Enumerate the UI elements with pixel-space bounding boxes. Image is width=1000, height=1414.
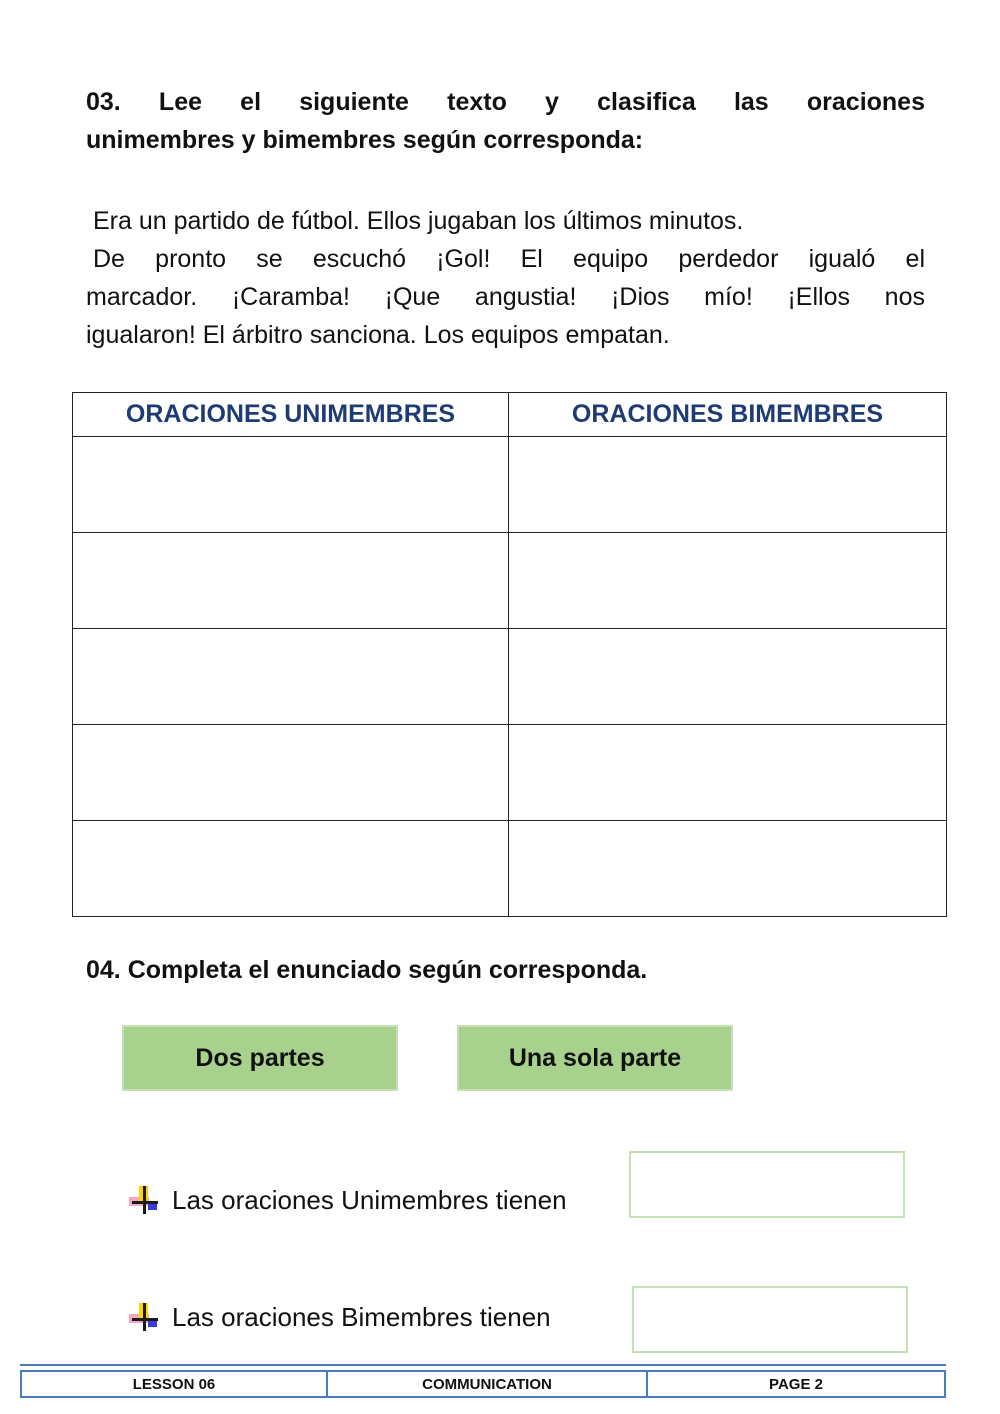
table-row (73, 821, 947, 917)
unimembre-answer-input[interactable] (73, 725, 508, 820)
option-dos-partes[interactable]: Dos partes (122, 1025, 398, 1091)
unimembre-cell[interactable] (73, 533, 509, 629)
bimembre-cell[interactable] (509, 437, 947, 533)
passage-line-4: igualaron! El árbitro sanciona. Los equipos empatan. (86, 321, 670, 349)
statement-unimembres (128, 1180, 567, 1220)
unimembre-cell[interactable] (73, 821, 509, 917)
passage-line-3: marcador. ¡Caramba! ¡Que angustia! ¡Dios mío! ¡Ellos nos (86, 283, 925, 311)
unimembre-answer-input[interactable] (73, 533, 508, 628)
bimembre-cell[interactable] (509, 725, 947, 821)
header-bimembres: ORACIONES BIMEMBRES (509, 393, 947, 437)
question-3-title (86, 83, 925, 159)
unimembre-cell[interactable] (73, 437, 509, 533)
question-3-title-line-1: 03. Lee el siguiente texto y clasifica las oraciones (86, 88, 925, 116)
bimembre-answer-input[interactable] (509, 725, 946, 820)
table-header-row (73, 393, 947, 437)
reading-passage (86, 202, 925, 354)
bimembre-answer-input[interactable] (509, 821, 946, 916)
table-row (73, 533, 947, 629)
unimembre-cell[interactable] (73, 629, 509, 725)
answer-drop-unimembres[interactable] (629, 1151, 905, 1218)
bimembre-answer-input[interactable] (509, 629, 946, 724)
passage-line-1: Era un partido de fútbol. Ellos jugaban los últimos minutos. (93, 207, 744, 235)
bimembre-answer-input[interactable] (509, 533, 946, 628)
table-row (73, 437, 947, 533)
table-row (73, 629, 947, 725)
bullet-cross-icon (128, 1301, 160, 1333)
table-row (73, 725, 947, 821)
unimembre-cell[interactable] (73, 725, 509, 821)
bimembre-cell[interactable] (509, 629, 947, 725)
statement-bimembres-text: Las oraciones Bimembres tienen (172, 1301, 551, 1332)
statement-unimembres-text: Las oraciones Unimembres tienen (172, 1184, 567, 1215)
page-footer (20, 1370, 946, 1398)
question-3-title-line-2: unimembres y bimembres según corresponda: (86, 126, 644, 154)
question-4-title: 04. Completa el enunciado según corresponda. (86, 956, 648, 984)
footer-page-number: PAGE 2 (646, 1372, 944, 1396)
footer-divider (20, 1364, 946, 1366)
classification-table (72, 392, 947, 917)
footer-subject: COMMUNICATION (326, 1372, 646, 1396)
option-una-sola-parte[interactable]: Una sola parte (457, 1025, 733, 1091)
statement-bimembres (128, 1297, 551, 1337)
bimembre-answer-input[interactable] (509, 437, 946, 532)
footer-lesson: LESSON 06 (132, 1375, 216, 1393)
unimembre-answer-input[interactable] (73, 821, 508, 916)
header-unimembres: ORACIONES UNIMEMBRES (73, 393, 509, 437)
bimembre-cell[interactable] (509, 821, 947, 917)
unimembre-answer-input[interactable] (73, 437, 508, 532)
bimembre-cell[interactable] (509, 533, 947, 629)
unimembre-answer-input[interactable] (73, 629, 508, 724)
answer-drop-bimembres[interactable] (632, 1286, 908, 1353)
bullet-cross-icon (128, 1184, 160, 1216)
passage-line-2: De pronto se escuchó ¡Gol! El equipo perdedor igualó el (93, 245, 925, 273)
